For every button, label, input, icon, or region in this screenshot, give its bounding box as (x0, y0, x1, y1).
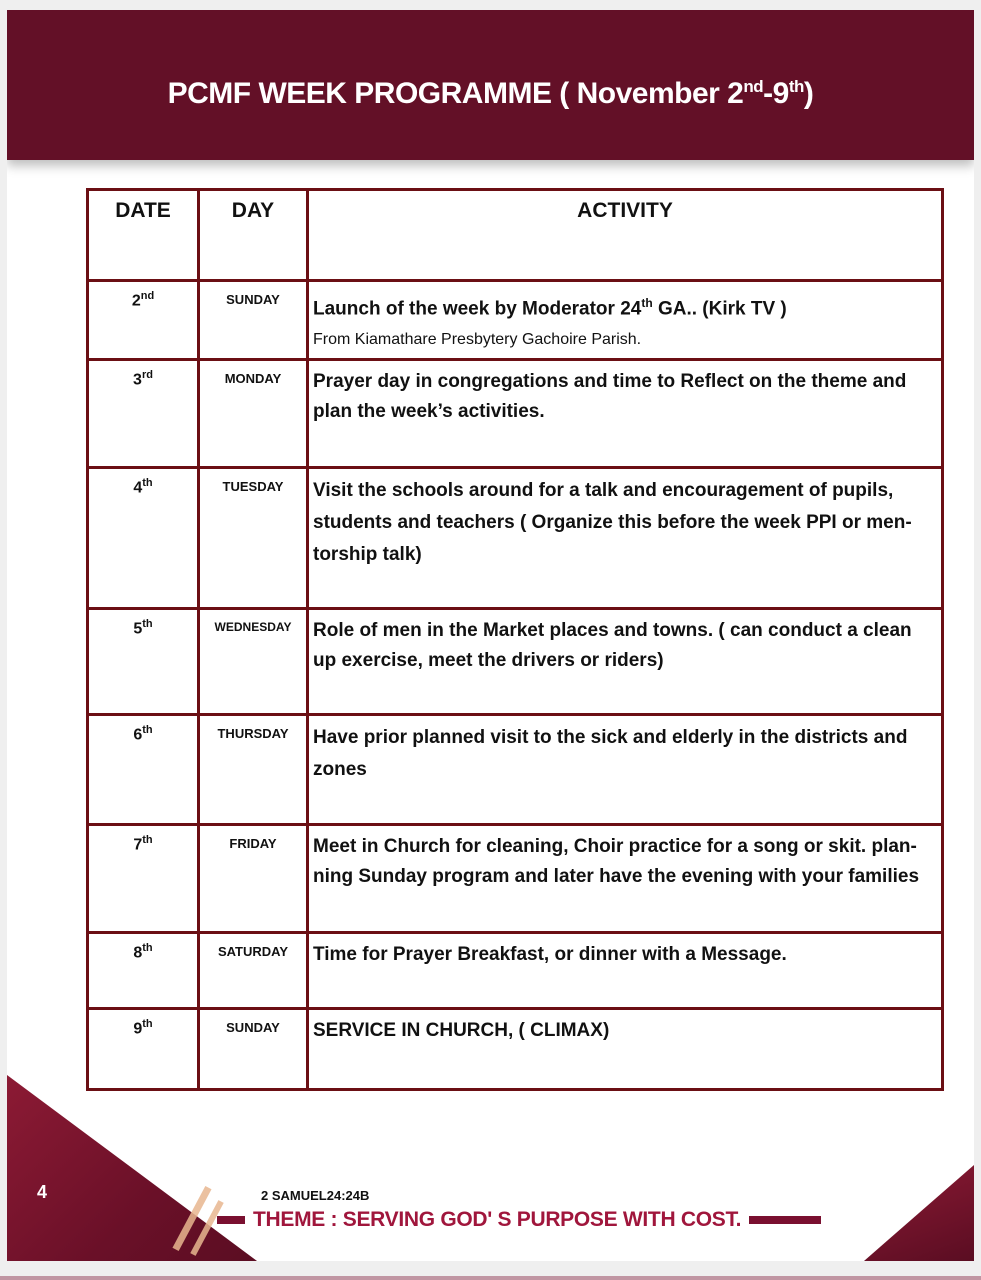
day-cell: SUNDAY (199, 1009, 308, 1090)
programme-table (86, 188, 944, 1091)
column-header-activity: ACTIVITY (308, 190, 943, 281)
table-row (88, 468, 943, 609)
date-cell: 8th (88, 933, 199, 1009)
theme-bar-left (217, 1216, 245, 1224)
day-cell: SATURDAY (199, 933, 308, 1009)
document-page (7, 10, 974, 1261)
activity-cell: Visit the schools around for a talk and encouragement of pupils, students and teachers ( Organize this before the week PPI or men-torship talk) (308, 468, 943, 609)
theme-text: THEME : SERVING GOD' S PURPOSE WITH COST. (253, 1208, 742, 1231)
table-row (88, 609, 943, 715)
date-cell: 7th (88, 825, 199, 933)
table-row (88, 933, 943, 1009)
date-cell: 9th (88, 1009, 199, 1090)
footer-corner-decoration-left (7, 1075, 267, 1261)
day-cell: MONDAY (199, 360, 308, 468)
page-header (7, 10, 974, 160)
table-row (88, 281, 943, 360)
table-header-row (88, 190, 943, 281)
column-header-date: DATE (88, 190, 199, 281)
day-cell: SUNDAY (199, 281, 308, 360)
activity-cell: Time for Prayer Breakfast, or dinner with a Message. (308, 933, 943, 1009)
page-title: PCMF WEEK PROGRAMME ( November 2nd-9th) (167, 77, 814, 110)
day-cell: TUESDAY (199, 468, 308, 609)
theme-bar-right (749, 1216, 821, 1224)
date-cell: 6th (88, 715, 199, 825)
date-cell: 4th (88, 468, 199, 609)
activity-cell: Meet in Church for cleaning, Choir practice for a song or skit. plan-ning Sunday program and later have the evening with your families (308, 825, 943, 933)
activity-cell: Launch of the week by Moderator 24th GA.. (Kirk TV ) From Kiamathare Presbytery Gachoire Parish. (308, 281, 943, 360)
table-row (88, 1009, 943, 1090)
page-number: 4 (37, 1182, 48, 1202)
day-cell: WEDNESDAY (199, 609, 308, 715)
activity-cell: SERVICE IN CHURCH, ( CLIMAX) (308, 1009, 943, 1090)
activity-cell: Role of men in the Market places and towns. ( can conduct a clean up exercise, meet the drivers or riders) (308, 609, 943, 715)
scripture-reference: 2 SAMUEL24:24B (261, 1188, 370, 1203)
activity-cell: Prayer day in congregations and time to Reflect on the theme and plan the week’s activities. (308, 360, 943, 468)
theme-banner (217, 1208, 821, 1232)
day-cell: FRIDAY (199, 825, 308, 933)
table-row (88, 825, 943, 933)
activity-subtext: From Kiamathare Presbytery Gachoire Parish. (313, 331, 642, 349)
date-cell: 2nd (88, 281, 199, 360)
table-row (88, 715, 943, 825)
page-divider (0, 1276, 981, 1280)
column-header-day: DAY (199, 190, 308, 281)
footer-corner-decoration-right (864, 1165, 974, 1261)
activity-cell: Have prior planned visit to the sick and elderly in the districts and zones (308, 715, 943, 825)
date-cell: 5th (88, 609, 199, 715)
day-cell: THURSDAY (199, 715, 308, 825)
table-row (88, 360, 943, 468)
date-cell: 3rd (88, 360, 199, 468)
